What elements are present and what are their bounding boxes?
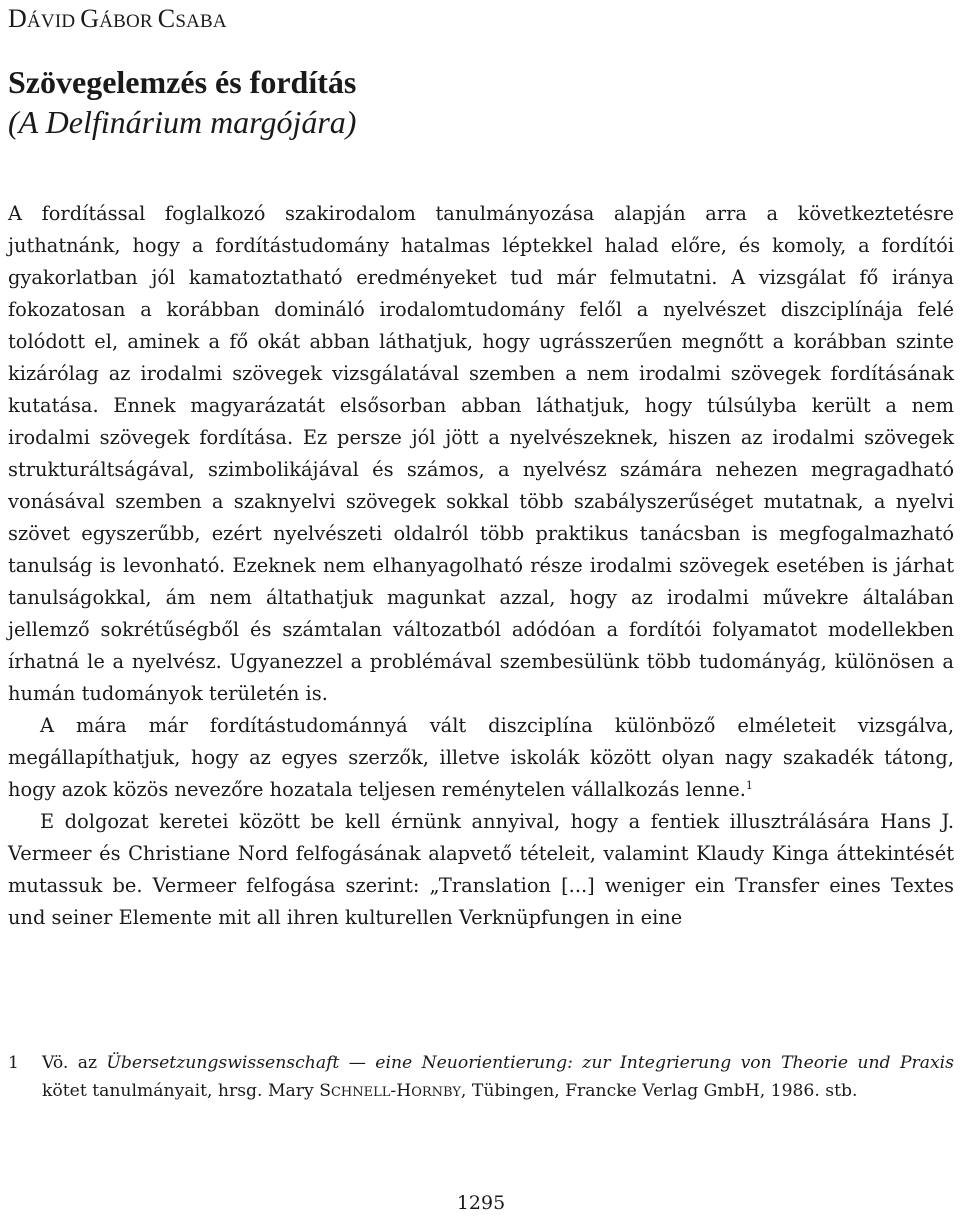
article-title: Szövegelemzés és fordítás <box>8 64 357 100</box>
footnote-text-part: , Tübingen, Francke Verlag GmbH, 1986. stb. <box>460 1081 858 1101</box>
footnote-editor-initial: S <box>319 1081 331 1101</box>
body-paragraph <box>8 710 954 806</box>
paragraph-text: A mára már fordítástudománnyá vált diszciplína különböző elméleteit vizsgálva, megállapíthatjuk, hogy az egyes szerzők, illetve iskolák között olyan nagy szakadék tátong, hogy azok közös nevezőre hozatala teljesen reménytelen vállalkozás lenne. <box>8 714 954 801</box>
author-initial: C <box>157 4 176 33</box>
body-paragraph <box>8 198 954 710</box>
paragraph-text: A fordítással foglalkozó szakirodalom tanulmányozása alapján arra a következtetésre juthatnánk, hogy a fordítástudomány hatalmas léptekkel halad előre, és komoly, a fordítói gyakorlatban jól kamatoztatható eredményeket tud már felmutatni. A vizsgálat fő iránya fokozatosan a korábban domináló irodalomtudomány felől a nyelvészet diszciplínája felé tolódott el, aminek a fő okát abban láthatjuk, hogy ugrásszerűen megnőtt a korábban szinte kizárólag az irodalmi szövegek vizsgálatával szemben a nem irodalmi szövegek fordításának kutatása. Ennek magyarázatát elsősorban abban láthatjuk, hogy túlsúlyba került a nem irodalmi szövegek fordítása. Ez persze jól jött a nyelvészeknek, hiszen az irodalmi szövegek strukturáltságával, szimbolikájával és számos, a nyelvész számára nehezen megragadható vonásával szemben a szaknyelvi szövegek sokkal több szabályszerűséget mutatnak, a nyelvi szövet egyszerűbb, ezért nyelvészeti oldalról több praktikus tanácsban is megfogalmazható tanulság is levonható. Ezeknek nem elhanyagolható része irodalmi szövegek esetében is járhat tanulságokkal, ám nem áltathatjuk magunkat azzal, hogy az irodalmi művekre általában jellemző sokrétűségből és számtalan változatból adódóan a fordítói folyamatot modellekben írhatná le a nyelvész. Ugyanezzel a problémával szembesülünk több tudományág, különösen a humán tudományok területén is. <box>8 202 954 705</box>
document-page <box>8 0 954 1227</box>
author-initial: D <box>8 4 27 33</box>
author-smallcaps: ÁBOR <box>99 11 158 32</box>
footnote-editor-smallcaps: ORNBY <box>411 1085 461 1100</box>
footnote-book-title: Übersetzungswissenschaft — eine Neuorientierung: zur Integrierung von Theorie und Praxis <box>106 1053 954 1073</box>
article-subtitle: (A Delfinárium margójára) <box>8 104 357 140</box>
footnote-number: 1 <box>8 1053 19 1073</box>
page-number: 1295 <box>456 1192 506 1214</box>
title-block <box>8 62 356 142</box>
paragraph-text: E dolgozat keretei között be kell érnünk annyival, hogy a fentiek illusztrálására Hans J. Vermeer és Christiane Nord felfogásának alapvető tételeit, valamint Klaudy Kinga áttekintését mutassuk be. Vermeer felfogása szerint: „Translation [...] weniger ein Transfer eines Textes und seiner Elemente mit all ihren kulturellen Verknüpfungen in eine <box>8 810 954 929</box>
author-smallcaps: ÁVID <box>26 11 81 32</box>
footnote-text <box>42 1049 954 1107</box>
footnote-reference[interactable]: 1 <box>745 779 753 792</box>
footnote <box>8 1049 954 1107</box>
footnote-editor-smallcaps: CHNELL <box>330 1085 391 1100</box>
author-name <box>8 4 227 34</box>
author-initial: G <box>80 4 100 33</box>
footnote-text-part: kötet tanulmányait, hrsg. Mary <box>42 1081 320 1101</box>
article-body <box>8 198 954 934</box>
footnote-editor-initial: -H <box>390 1081 412 1101</box>
footnote-text-part: Vö. az <box>42 1053 107 1073</box>
body-paragraph <box>8 806 954 934</box>
author-smallcaps: SABA <box>175 11 227 32</box>
